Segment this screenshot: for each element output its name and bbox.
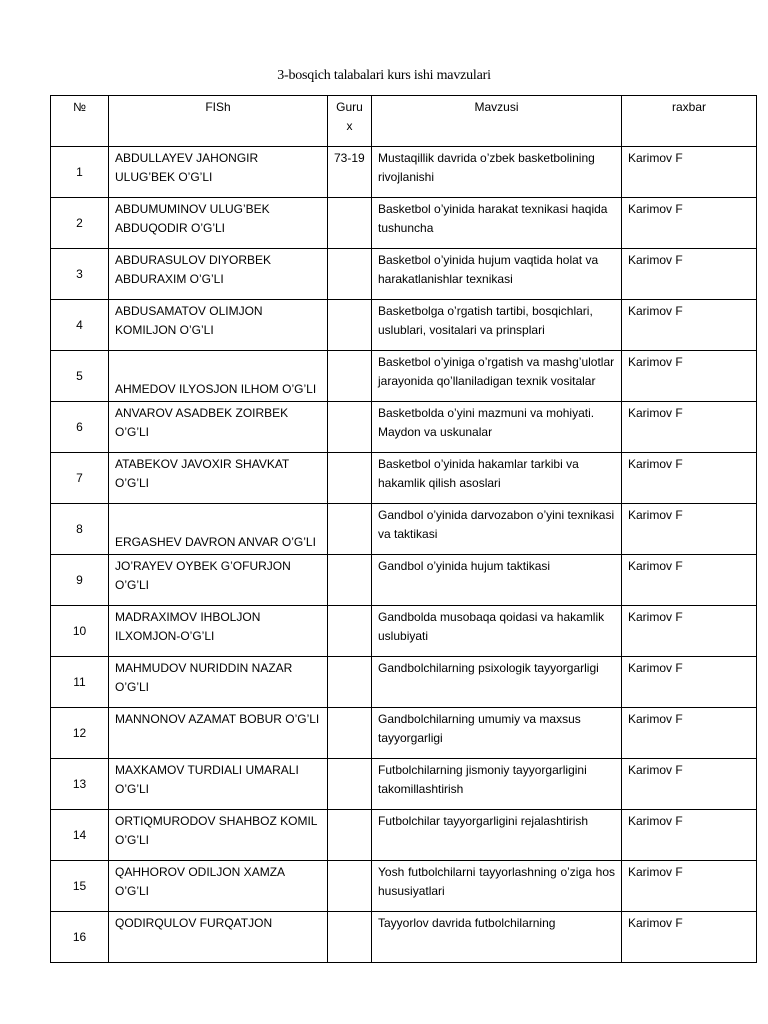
topic-cell: Basketbolda o’yini mazmuni va mohiyati. Maydon va uskunalar (372, 402, 622, 453)
header-supervisor: raxbar (622, 96, 757, 147)
row-number: 10 (51, 606, 109, 657)
topic-cell: Futbolchilarning jismoniy tayyorgarligini takomillashtirish (372, 759, 622, 810)
row-number: 13 (51, 759, 109, 810)
student-name: ANVAROV ASADBEK ZOIRBEK O’G’LI (109, 402, 328, 453)
topic-cell: Mustaqillik davrida o’zbek basketbolining rivojlanishi (372, 147, 622, 198)
group-cell (328, 657, 372, 708)
student-name: MADRAXIMOV IHBOLJON ILXOMJON-O’G’LI (109, 606, 328, 657)
group-cell (328, 555, 372, 606)
student-name: MANNONOV AZAMAT BOBUR O’G’LI (109, 708, 328, 759)
student-name: ATABEKOV JAVOXIR SHAVKAT O’G’LI (109, 453, 328, 504)
row-number: 2 (51, 198, 109, 249)
table-row (51, 147, 757, 198)
row-number: 9 (51, 555, 109, 606)
supervisor-cell: Karimov F (622, 198, 757, 249)
table-row (51, 810, 757, 861)
topic-cell: Basketbol o’yiniga o’rgatish va mashg’ulotlar jarayonida qo’llaniladigan texnik vositalar (372, 351, 622, 402)
supervisor-cell: Karimov F (622, 912, 757, 963)
student-name: MAXKAMOV TURDIALI UMARALI O’G’LI (109, 759, 328, 810)
supervisor-cell: Karimov F (622, 300, 757, 351)
supervisor-cell: Karimov F (622, 351, 757, 402)
supervisor-cell: Karimov F (622, 402, 757, 453)
student-name: ABDUSAMATOV OLIMJON KOMILJON O’G’LI (109, 300, 328, 351)
student-name: QAHHOROV ODILJON XAMZA O’G’LI (109, 861, 328, 912)
group-cell (328, 708, 372, 759)
header-group: Gurux (328, 96, 372, 147)
row-number: 4 (51, 300, 109, 351)
row-number: 3 (51, 249, 109, 300)
header-name: FISh (109, 96, 328, 147)
topic-cell: Basketbol o’yinida hakamlar tarkibi va hakamlik qilish asoslari (372, 453, 622, 504)
header-number: № (51, 96, 109, 147)
supervisor-cell: Karimov F (622, 861, 757, 912)
row-number: 7 (51, 453, 109, 504)
row-number: 15 (51, 861, 109, 912)
row-number: 1 (51, 147, 109, 198)
group-cell (328, 198, 372, 249)
topic-cell: Futbolchilar tayyorgarligini rejalashtirish (372, 810, 622, 861)
student-name: ABDURASULOV DIYORBEK ABDURAXIM O’G’LI (109, 249, 328, 300)
group-cell (328, 810, 372, 861)
student-name: JO’RAYEV OYBEK G’OFURJON O’G’LI (109, 555, 328, 606)
table-row (51, 300, 757, 351)
student-name: ABDUMUMINOV ULUG’BEK ABDUQODIR O’G’LI (109, 198, 328, 249)
table-row (51, 912, 757, 963)
row-number: 16 (51, 912, 109, 963)
table-row (51, 606, 757, 657)
course-work-table (50, 95, 757, 963)
row-number: 12 (51, 708, 109, 759)
supervisor-cell: Karimov F (622, 759, 757, 810)
table-row (51, 351, 757, 402)
group-cell (328, 351, 372, 402)
group-cell (328, 504, 372, 555)
group-cell (328, 249, 372, 300)
table-row (51, 708, 757, 759)
student-name: MAHMUDOV NURIDDIN NAZAR O’G’LI (109, 657, 328, 708)
student-name: ERGASHEV DAVRON ANVAR O’G’LI (109, 504, 328, 555)
row-number: 14 (51, 810, 109, 861)
supervisor-cell: Karimov F (622, 249, 757, 300)
table-row (51, 555, 757, 606)
row-number: 5 (51, 351, 109, 402)
topic-cell: Gandbol o’yinida darvozabon o’yini texnikasi va taktikasi (372, 504, 622, 555)
group-cell (328, 453, 372, 504)
topic-cell: Basketbol o’yinida hujum vaqtida holat va harakatlanishlar texnikasi (372, 249, 622, 300)
group-cell (328, 606, 372, 657)
table-row (51, 402, 757, 453)
topic-cell: Gandbolchilarning umumiy va maxsus tayyorgarligi (372, 708, 622, 759)
topic-cell: Tayyorlov davrida futbolchilarning (372, 912, 622, 963)
group-cell (328, 759, 372, 810)
table-row (51, 249, 757, 300)
supervisor-cell: Karimov F (622, 810, 757, 861)
group-cell (328, 300, 372, 351)
supervisor-cell: Karimov F (622, 504, 757, 555)
table-header-row (51, 96, 757, 147)
document-title: 3-bosqich talabalari kurs ishi mavzulari (277, 68, 491, 83)
row-number: 6 (51, 402, 109, 453)
topic-cell: Basketbolga o’rgatish tartibi, bosqichlari, uslublari, vositalari va prinsplari (372, 300, 622, 351)
table-row (51, 657, 757, 708)
table-row (51, 198, 757, 249)
supervisor-cell: Karimov F (622, 555, 757, 606)
table-row (51, 861, 757, 912)
topic-cell: Gandbol o’yinida hujum taktikasi (372, 555, 622, 606)
topic-cell: Gandbolda musobaqa qoidasi va hakamlik uslubiyati (372, 606, 622, 657)
group-cell (328, 402, 372, 453)
table-row (51, 759, 757, 810)
supervisor-cell: Karimov F (622, 708, 757, 759)
group-cell: 73-19 (328, 147, 372, 198)
group-cell (328, 861, 372, 912)
row-number: 8 (51, 504, 109, 555)
student-name: ABDULLAYEV JAHONGIR ULUG’BEK O’G’LI (109, 147, 328, 198)
table-row (51, 453, 757, 504)
student-name: AHMEDOV ILYOSJON ILHOM O’G’LI (109, 351, 328, 402)
header-topic: Mavzusi (372, 96, 622, 147)
student-name: ORTIQMURODOV SHAHBOZ KOMIL O’G’LI (109, 810, 328, 861)
group-cell (328, 912, 372, 963)
table-row (51, 504, 757, 555)
supervisor-cell: Karimov F (622, 453, 757, 504)
topic-cell: Basketbol o’yinida harakat texnikasi haqida tushuncha (372, 198, 622, 249)
topic-cell: Gandbolchilarning psixologik tayyorgarligi (372, 657, 622, 708)
topic-cell: Yosh futbolchilarni tayyorlashning o’ziga hos hususiyatlari (372, 861, 622, 912)
row-number: 11 (51, 657, 109, 708)
student-name: QODIRQULOV FURQATJON (109, 912, 328, 963)
supervisor-cell: Karimov F (622, 147, 757, 198)
supervisor-cell: Karimov F (622, 657, 757, 708)
supervisor-cell: Karimov F (622, 606, 757, 657)
